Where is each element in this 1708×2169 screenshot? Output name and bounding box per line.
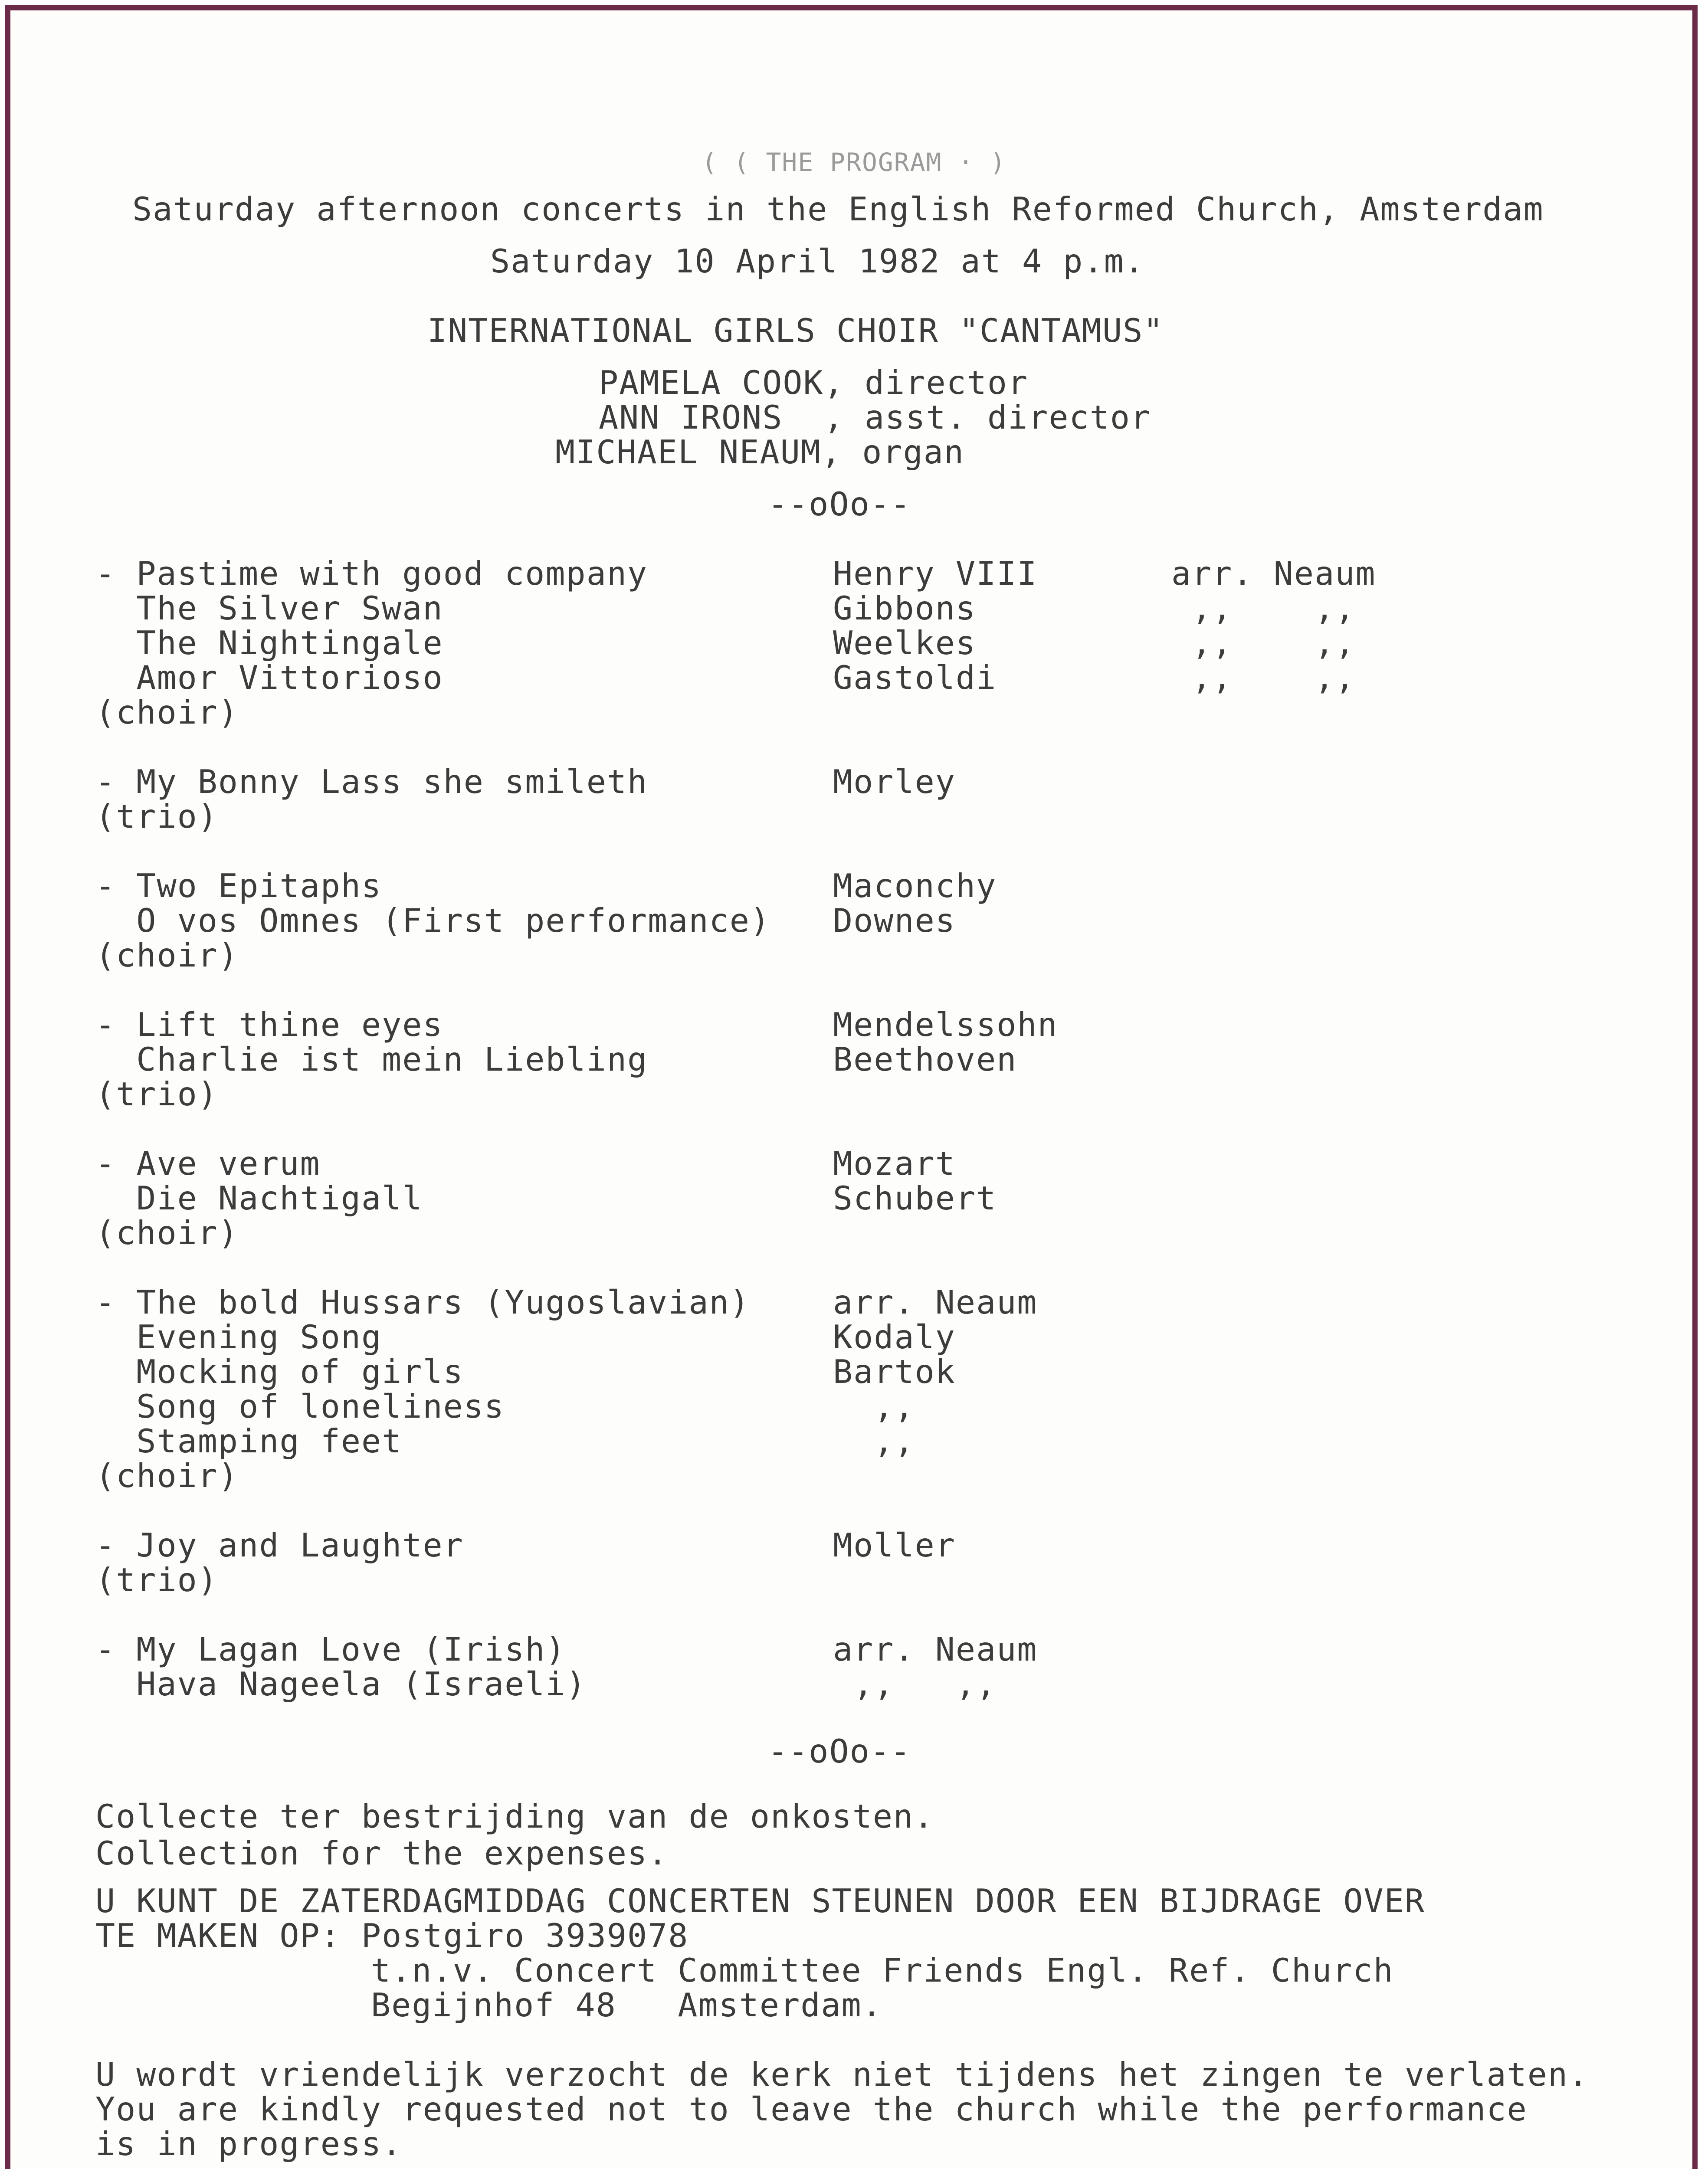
program-title: - My Bonny Lass she smileth (95, 763, 648, 801)
choir-name: INTERNATIONAL GIRLS CHOIR "CANTAMUS" (427, 311, 1164, 350)
program-title: (choir) (95, 936, 239, 974)
program-composer: Henry VIII (833, 554, 1038, 593)
separator: --oOo-- (768, 1732, 911, 1770)
program-title: - Lift thine eyes (95, 1006, 443, 1044)
program-composer: Mendelssohn (833, 1006, 1058, 1044)
program-composer: ,, ,, (833, 1665, 997, 1703)
program-composer: Bartok (833, 1353, 956, 1391)
director-line: PAMELA COOK, director (599, 364, 1029, 402)
request-english: You are kindly requested not to leave the church while the performance (95, 2090, 1528, 2128)
program-arranger: arr. Neaum (1171, 554, 1376, 593)
program-title: - Pastime with good company (95, 554, 648, 593)
collection-note-dutch: Collecte ter bestrijding van de onkosten. (95, 1797, 934, 1835)
separator: --oOo-- (768, 485, 911, 523)
program-title: (choir) (95, 1214, 239, 1252)
program-composer: ,, (833, 1422, 915, 1460)
support-line: TE MAKEN OP: Postgiro 3939078 (95, 1917, 689, 1955)
program-composer: Downes (833, 901, 956, 940)
program-title: - My Lagan Love (Irish) (95, 1630, 566, 1668)
program-composer: Moller (833, 1526, 956, 1564)
program-composer: Schubert (833, 1179, 997, 1217)
program-title: Amor Vittorioso (95, 659, 443, 697)
program-arranger: ,, ,, (1171, 659, 1356, 697)
program-title: - Ave verum (95, 1144, 321, 1183)
concert-date: Saturday 10 April 1982 at 4 p.m. (490, 242, 1145, 280)
program-composer: Mozart (833, 1144, 956, 1183)
program-title: O vos Omnes (First performance) (95, 901, 771, 940)
program-arranger: ,, ,, (1171, 589, 1356, 627)
request-dutch: U wordt vriendelijk verzocht de kerk niet tijdens het zingen te verlaten. (95, 2055, 1589, 2094)
program-title: The Nightingale (95, 624, 443, 662)
program-composer: arr. Neaum (833, 1283, 1038, 1321)
support-line: U KUNT DE ZATERDAGMIDDAG CONCERTEN STEUNEN DOOR EEN BIJDRAGE OVER (95, 1882, 1425, 1920)
program-composer: Weelkes (833, 624, 977, 662)
program-composer: Morley (833, 763, 956, 801)
concert-series-title: Saturday afternoon concerts in the English Reformed Church, Amsterdam (132, 190, 1544, 228)
program-title: (choir) (95, 1457, 239, 1495)
program-arranger: ,, ,, (1171, 624, 1356, 662)
support-line: t.n.v. Concert Committee Friends Engl. Ref. Church (371, 1951, 1394, 1989)
program-title: Charlie ist mein Liebling (95, 1040, 648, 1078)
program-composer: Maconchy (833, 867, 997, 905)
program-composer: ,, (833, 1387, 915, 1425)
program-title: - Two Epitaphs (95, 867, 382, 905)
program-title: (choir) (95, 693, 239, 731)
asst-director-line: ANN IRONS , asst. director (599, 398, 1151, 436)
program-title: Evening Song (95, 1318, 382, 1356)
program-title: - The bold Hussars (Yugoslavian) (95, 1283, 750, 1321)
program-title: Hava Nageela (Israeli) (95, 1665, 587, 1703)
program-title: Stamping feet (95, 1422, 403, 1460)
program-composer: Gibbons (833, 589, 977, 627)
faint-top-text: ( ( THE PROGRAM · ) (702, 147, 1006, 177)
support-line: Begijnhof 48 Amsterdam. (371, 1986, 882, 2024)
collection-note-english: Collection for the expenses. (95, 1834, 669, 1872)
program-title: Mocking of girls (95, 1353, 464, 1391)
program-title: Die Nachtigall (95, 1179, 423, 1217)
program-composer: Gastoldi (833, 659, 997, 697)
organist-line: MICHAEL NEAUM, organ (555, 433, 965, 471)
program-title: The Silver Swan (95, 589, 443, 627)
program-composer: arr. Neaum (833, 1630, 1038, 1668)
program-title: Song of loneliness (95, 1387, 505, 1425)
program-composer: Beethoven (833, 1040, 1017, 1078)
request-english: is in progress. (95, 2125, 403, 2163)
program-title: - Joy and Laughter (95, 1526, 464, 1564)
program-composer: Kodaly (833, 1318, 956, 1356)
program-title: (trio) (95, 797, 218, 835)
program-title: (trio) (95, 1075, 218, 1113)
program-title: (trio) (95, 1561, 218, 1599)
